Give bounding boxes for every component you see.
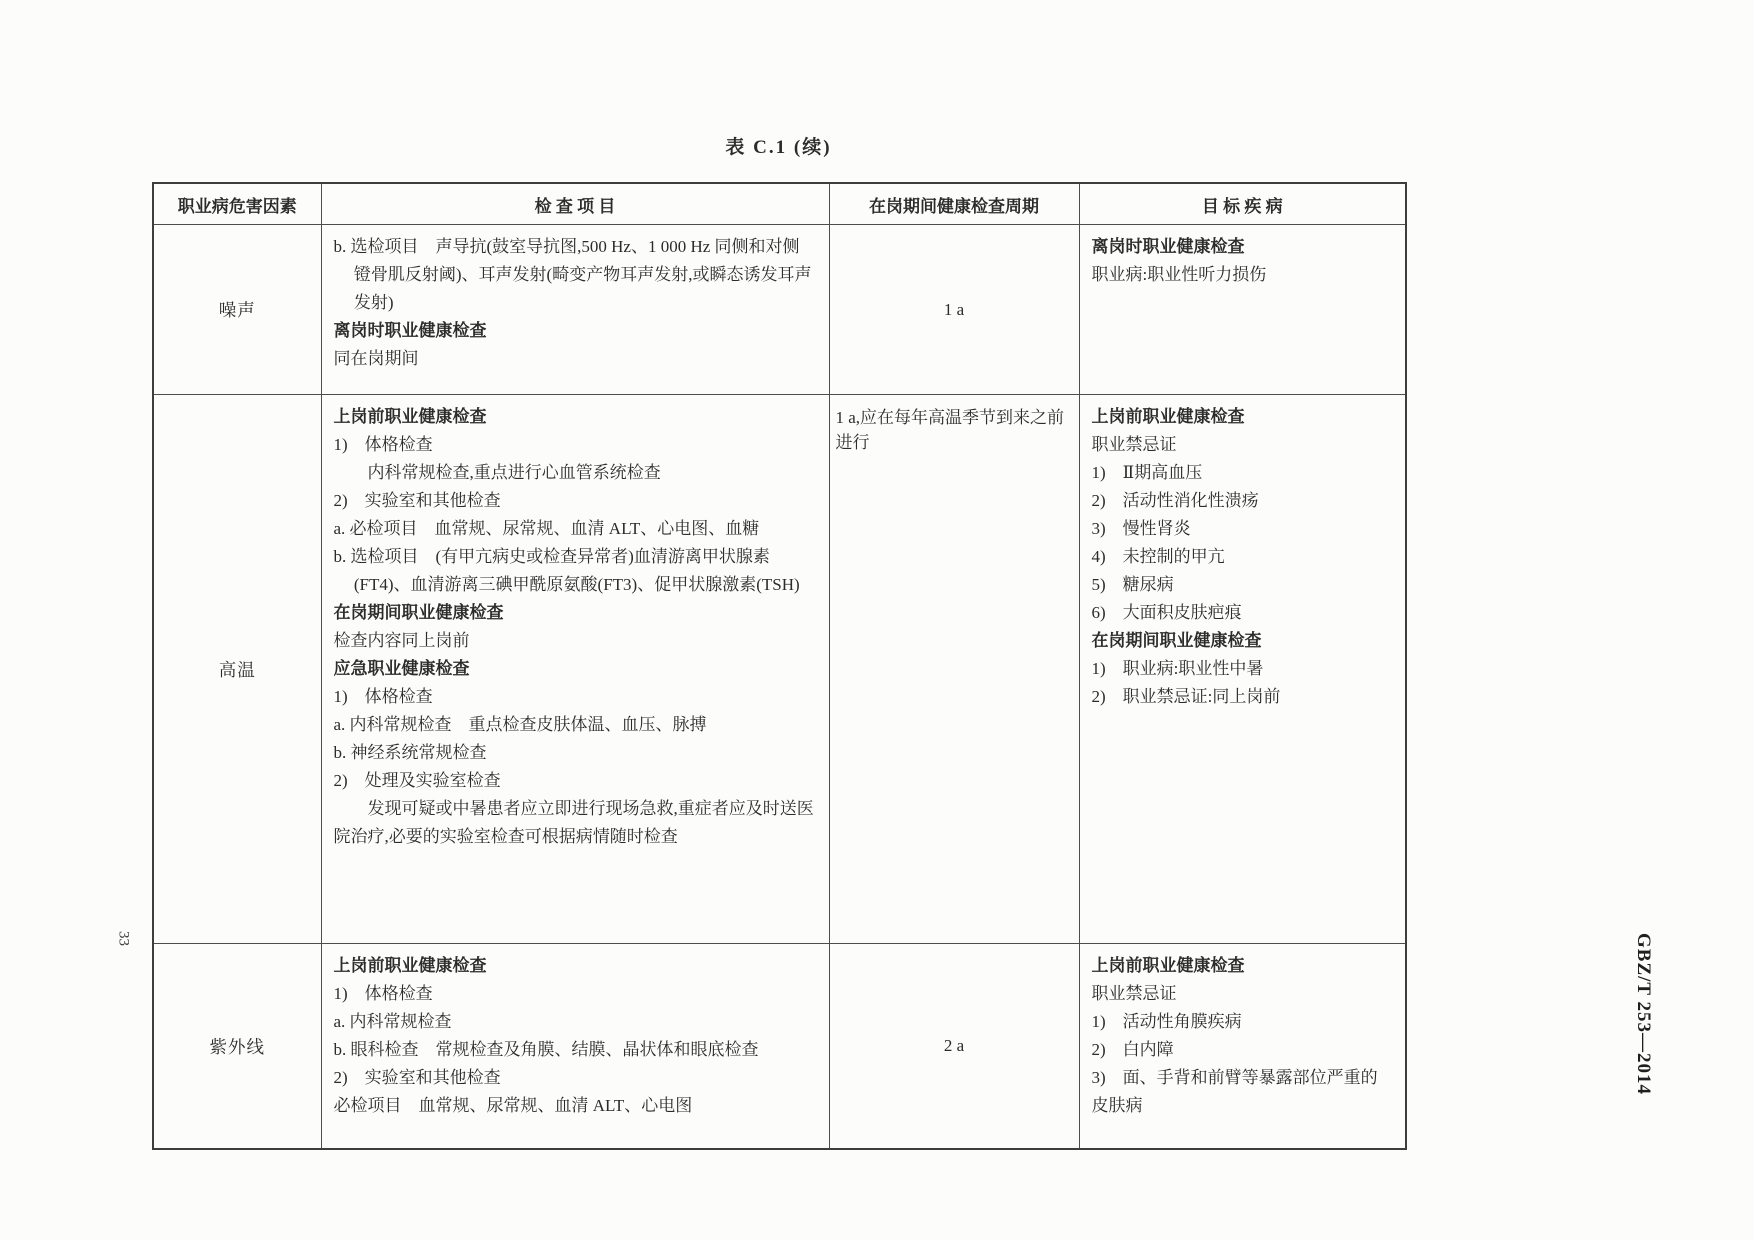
text-line: 2) 处理及实验室检查 [333, 771, 501, 790]
text-line: 上岗前职业健康检查 [333, 956, 487, 975]
text-line: 2) 白内障 [1091, 1040, 1174, 1059]
text-line: b. 眼科检查 常规检查及角膜、结膜、晶状体和眼底检查 [333, 1040, 759, 1059]
text-line: 在岗期间职业健康检查 [333, 603, 504, 622]
exam-period-cell: 2 a [829, 944, 1079, 1150]
text-line: b. 选检项目 (有甲亢病史或检查异常者)血清游离甲状腺素(FT4)、血清游离三碘甲酰原氨酸(FT3)、促甲状腺激素(TSH) [333, 547, 800, 594]
table-row-noise [153, 225, 1406, 395]
col-header-target-disease: 目 标 疾 病 [1079, 183, 1406, 225]
text-line: 1) 体格检查 [333, 687, 433, 706]
text-line: 2) 活动性消化性溃疡 [1091, 491, 1259, 510]
text-line: 1) 活动性角膜疾病 [1091, 1012, 1242, 1031]
text-line: 1) 职业病:职业性中暑 [1091, 659, 1264, 678]
table-row-uv [153, 944, 1406, 1150]
exam-items-cell [321, 225, 829, 395]
target-disease-cell [1079, 225, 1406, 395]
text-line: 上岗前职业健康检查 [1091, 956, 1245, 975]
hazard-factor-cell: 紫外线 [153, 944, 321, 1150]
text-line: 内科常规检查,重点进行心血管系统检查 [367, 463, 661, 482]
page-number: 33 [115, 931, 132, 946]
text-line: 1) 体格检查 [333, 435, 433, 454]
text-line: 离岗时职业健康检查 [333, 321, 487, 340]
text-line: 5) 糖尿病 [1091, 575, 1174, 594]
target-disease-cell [1079, 944, 1406, 1150]
text-line: 1) Ⅱ期高血压 [1091, 463, 1203, 482]
text-line: 应急职业健康检查 [333, 659, 470, 678]
col-header-exam-period: 在岗期间健康检查周期 [829, 183, 1079, 225]
text-line: 上岗前职业健康检查 [333, 407, 487, 426]
text-line: 必检项目 血常规、尿常规、血清 ALT、心电图 [333, 1096, 693, 1115]
exam-table [152, 182, 1407, 1150]
header-row [153, 183, 1406, 225]
text-line: a. 必检项目 血常规、尿常规、血清 ALT、心电图、血糖 [333, 519, 760, 538]
exam-period-cell: 1 a [829, 225, 1079, 395]
text-line: 3) 面、手背和前臂等暴露部位严重的皮肤病 [1091, 1068, 1378, 1115]
exam-period-cell: 1 a,应在每年高温季节到来之前进行 [829, 395, 1079, 944]
text-line: a. 内科常规检查 [333, 1012, 452, 1031]
table-title: 表 C.1 (续) [725, 137, 832, 158]
table-row-heat [153, 395, 1406, 944]
text-line: 1) 体格检查 [333, 984, 433, 1003]
text-line: 2) 实验室和其他检查 [333, 491, 501, 510]
text-line: 2) 实验室和其他检查 [333, 1068, 501, 1087]
text-line: a. 内科常规检查 重点检查皮肤体温、血压、脉搏 [333, 715, 707, 734]
text-line: 职业禁忌证 [1091, 984, 1177, 1003]
col-header-hazard-factor: 职业病危害因素 [153, 183, 321, 225]
text-line: 职业禁忌证 [1091, 435, 1177, 454]
text-line: 2) 职业禁忌证:同上岗前 [1091, 687, 1281, 706]
exam-items-cell [321, 395, 829, 944]
text-line: 4) 未控制的甲亢 [1091, 547, 1225, 566]
text-line: 同在岗期间 [333, 349, 419, 368]
text-line: 上岗前职业健康检查 [1091, 407, 1245, 426]
target-disease-cell [1079, 395, 1406, 944]
hazard-factor-cell: 高温 [153, 395, 321, 944]
text-line: b. 选检项目 声导抗(鼓室导抗图,500 Hz、1 000 Hz 同侧和对侧镫骨肌反射阈)、耳声发射(畸变产物耳声发射,或瞬态诱发耳声发射) [333, 237, 812, 312]
text-line: 职业病:职业性听力损伤 [1091, 265, 1267, 284]
text-line: 在岗期间职业健康检查 [1091, 631, 1262, 650]
hazard-factor-cell: 噪声 [153, 225, 321, 395]
col-header-exam-items: 检 查 项 目 [321, 183, 829, 225]
exam-items-cell [321, 944, 829, 1150]
text-line: 发现可疑或中暑患者应立即进行现场急救,重症者应及时送医院治疗,必要的实验室检查可根据病情随时检查 [333, 799, 814, 846]
standard-code: GBZ/T 253—2014 [1633, 933, 1654, 1095]
text-line: 6) 大面积皮肤疤痕 [1091, 603, 1242, 622]
text-line: 3) 慢性肾炎 [1091, 519, 1191, 538]
text-line: 离岗时职业健康检查 [1091, 237, 1245, 256]
text-line: 检查内容同上岗前 [333, 631, 470, 650]
text-line: b. 神经系统常规检查 [333, 743, 487, 762]
